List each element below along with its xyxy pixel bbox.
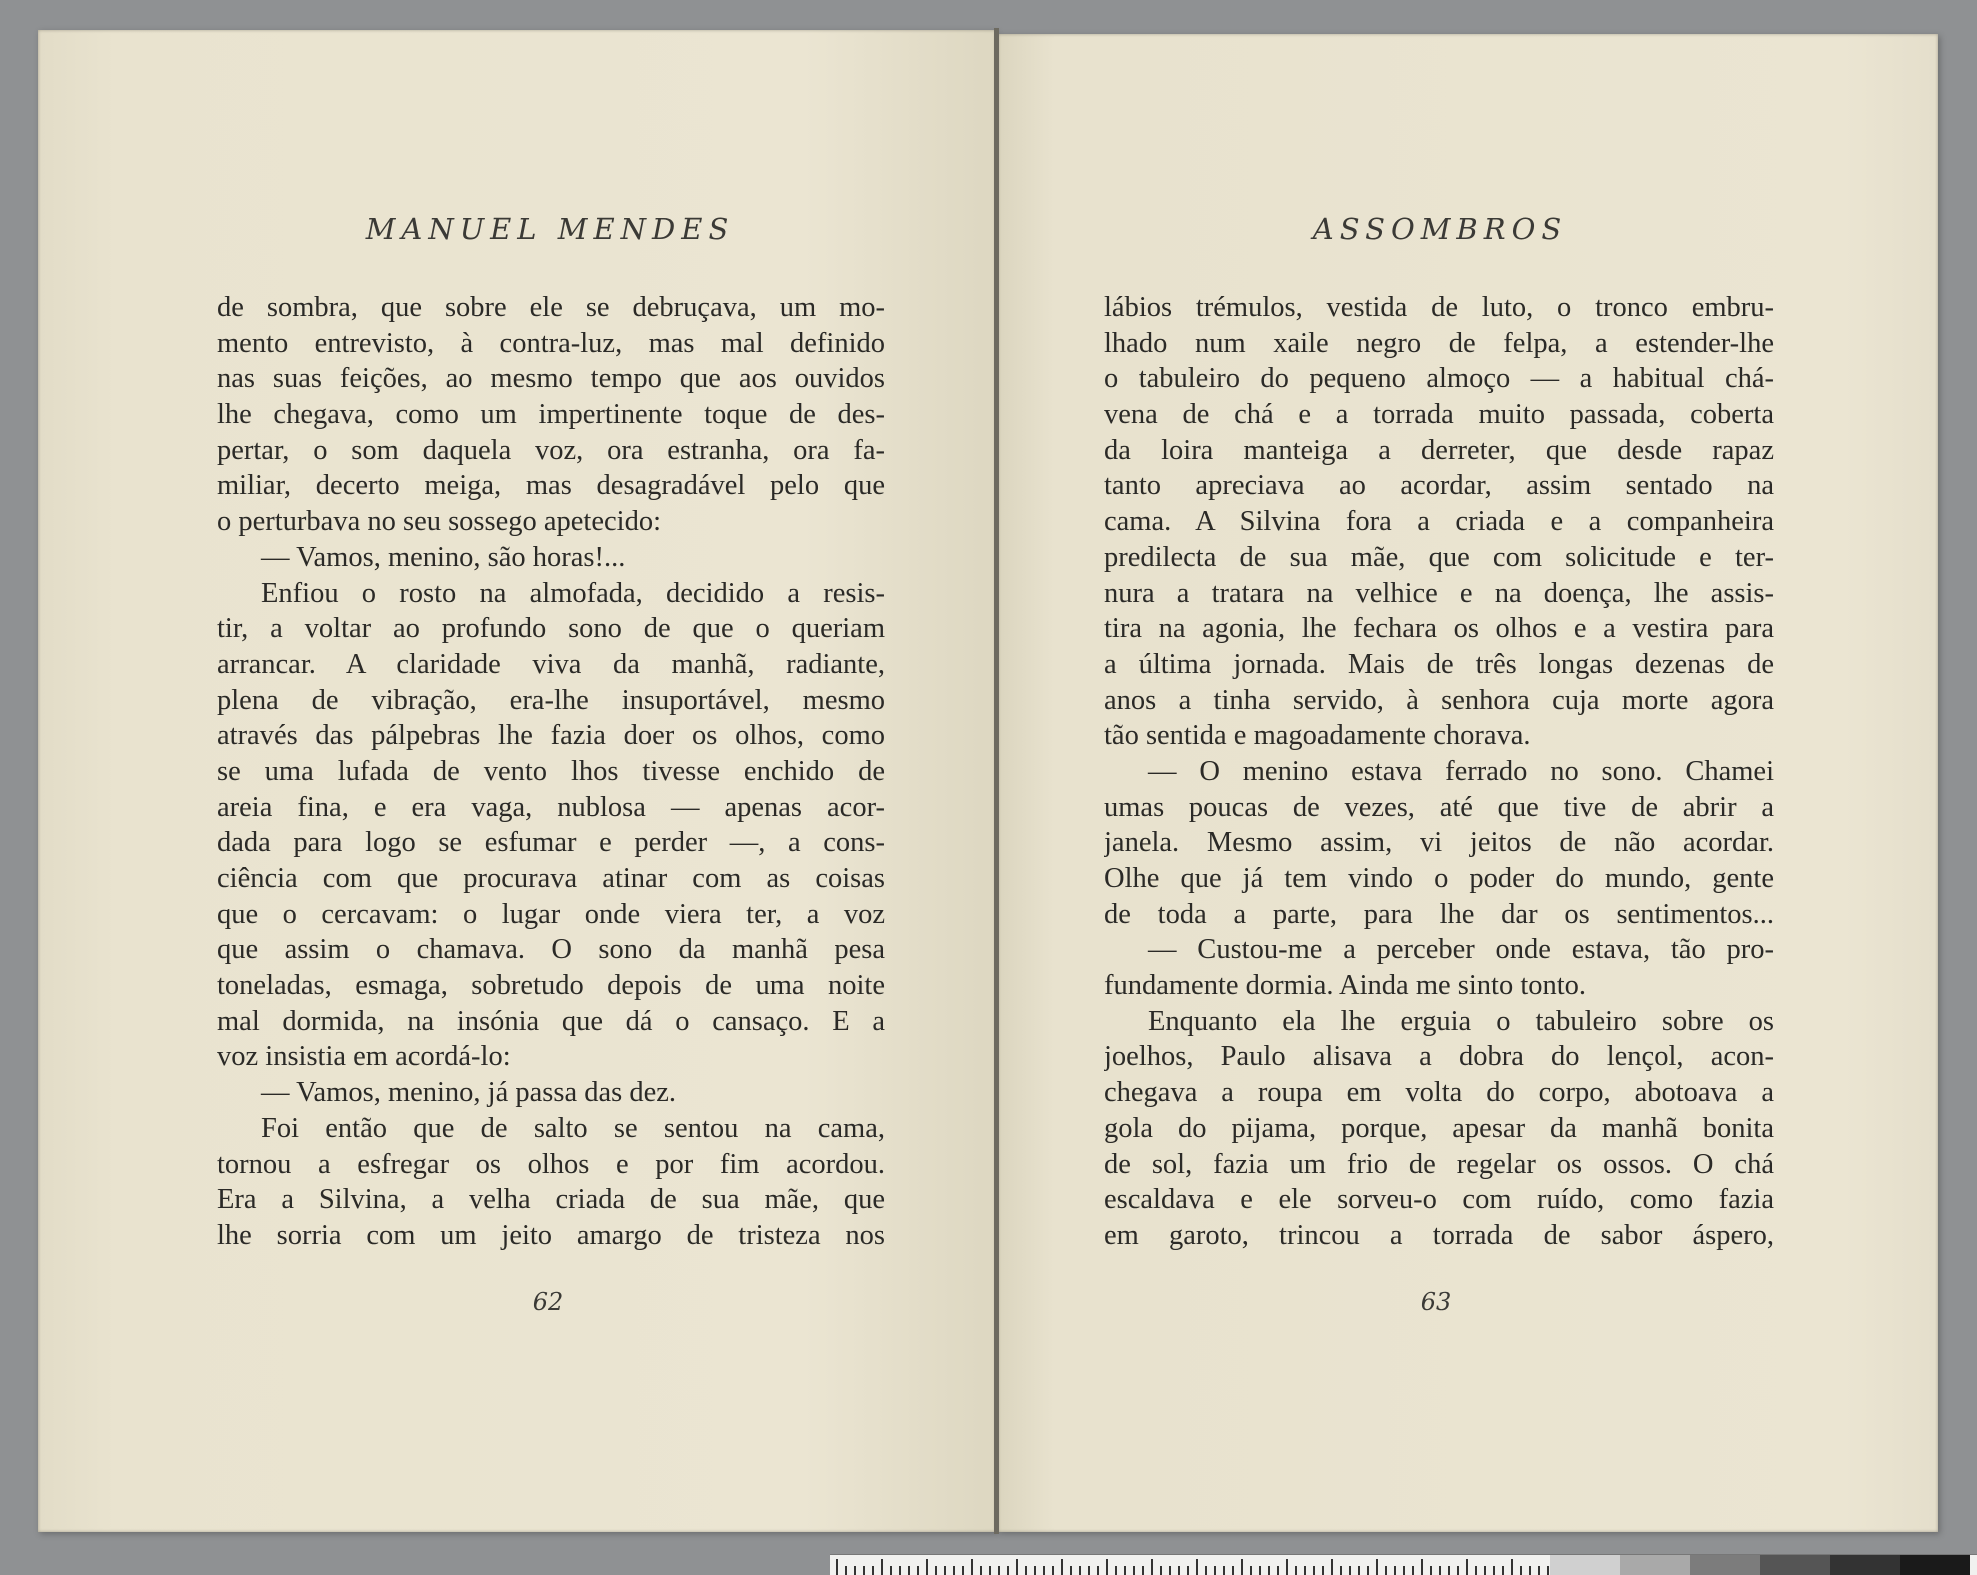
text-line: que assim o chamava. O sono da manhã pesa: [217, 934, 885, 966]
text-line: — Vamos, menino, já passa das dez.: [261, 1077, 677, 1109]
text-line: Enquanto ela lhe erguia o tabuleiro sobre os: [1148, 1005, 1774, 1037]
text-line: lhe chegava, como um impertinente toque de des-: [217, 399, 885, 431]
ruler-tick: [1241, 1559, 1243, 1575]
text-line: janela. Mesmo assim, vi jeitos de não acordar.: [1104, 827, 1774, 859]
text-line: lábios trémulos, vestida de luto, o tronco embru-: [1104, 292, 1774, 323]
text-line: vena de chá e a torrada muito passada, coberta: [1104, 399, 1774, 431]
text-line: anos a tinha servido, à senhora cuja morte agora: [1104, 684, 1774, 716]
text-line: predilecta de sua mãe, que com solicitude e ter-: [1104, 541, 1774, 573]
ruler-tick: [836, 1559, 838, 1575]
text-line: toneladas, esmaga, sobretudo depois de uma noite: [217, 970, 885, 1002]
gray-patch: [1550, 1555, 1620, 1575]
text-line: Enfiou o rosto na almofada, decidido a resis-: [261, 577, 885, 609]
book-gutter: [994, 28, 999, 1534]
text-line: se uma lufada de vento lhos tivesse enchido de: [217, 755, 885, 787]
text-line: mento entrevisto, à contra-luz, mas mal definido: [217, 327, 885, 359]
text-line: nura a tratara na velhice e na doença, lhe assis-: [1104, 577, 1774, 609]
text-line: tanto apreciava ao acordar, assim sentado na: [1104, 470, 1774, 502]
gray-patch: [1690, 1555, 1760, 1575]
text-line: joelhos, Paulo alisava a dobra do lençol, acon-: [1104, 1041, 1774, 1073]
text-line: Era a Silvina, a velha criada de sua mãe, que: [217, 1184, 885, 1216]
text-line: escaldava e ele sorveu-o com ruído, como fazia: [1104, 1184, 1774, 1216]
text-line: lhe sorria com um jeito amargo de tristeza nos: [217, 1219, 885, 1251]
ruler-tick: [1376, 1559, 1378, 1575]
right-body-text: [1104, 290, 1774, 1254]
ruler-tick: [1151, 1559, 1153, 1575]
text-line: que o cercavam: o lugar onde viera ter, a voz: [217, 898, 885, 930]
gray-patch: [1620, 1555, 1690, 1575]
text-line: lhado num xaile negro de felpa, a estender-lhe: [1104, 327, 1774, 359]
text-line: miliar, decerto meiga, mas desagradável pelo que: [217, 470, 885, 502]
left-running-head: MANUEL MENDES: [365, 212, 735, 246]
text-line: de sombra, que sobre ele se debruçava, um mo-: [217, 292, 885, 323]
ruler-tick: [1331, 1559, 1333, 1575]
text-line: arrancar. A claridade viva da manhã, radiante,: [217, 648, 885, 680]
ruler-tick: [1286, 1559, 1288, 1575]
text-line: através das pálpebras lhe fazia doer os olhos, como: [217, 720, 885, 752]
ruler-tick: [1061, 1559, 1063, 1575]
text-line: tão sentida e magoadamente chorava.: [1104, 720, 1531, 752]
left-page-number: 62: [532, 1288, 564, 1316]
text-line: — Vamos, menino, são horas!...: [261, 541, 626, 573]
ruler-tick: [1466, 1559, 1468, 1575]
text-line: de sol, fazia um frio de regelar os ossos. O chá: [1104, 1148, 1774, 1180]
gray-patch: [1760, 1555, 1830, 1575]
text-line: voz insistia em acordá-lo:: [217, 1041, 511, 1073]
text-line: gola do pijama, porque, apesar da manhã bonita: [1104, 1112, 1774, 1144]
text-line: Olhe que já tem vindo o poder do mundo, gente: [1104, 863, 1774, 894]
right-page-number: 63: [1420, 1288, 1452, 1316]
text-line: em garoto, trincou a torrada de sabor áspero,: [1104, 1219, 1774, 1251]
text-line: umas poucas de vezes, até que tive de abrir a: [1104, 791, 1774, 823]
left-body-text: [217, 290, 885, 1254]
text-line: a última jornada. Mais de três longas dezenas de: [1104, 648, 1774, 680]
ruler-tick: [1511, 1559, 1513, 1575]
text-line: plena de vibração, era-lhe insuportável, mesmo: [217, 684, 885, 716]
text-line: de toda a parte, para lhe dar os sentimentos...: [1104, 898, 1774, 930]
text-line: chegava a roupa em volta do corpo, abotoava a: [1104, 1077, 1774, 1109]
text-line: dada para logo se esfumar e perder —, a cons-: [217, 827, 885, 859]
right-running-head: ASSOMBROS: [1312, 212, 1568, 246]
ruler-tick: [971, 1559, 973, 1575]
ruler-tick: [1421, 1559, 1423, 1575]
text-line: — O menino estava ferrado no sono. Chamei: [1148, 755, 1774, 787]
text-line: mal dormida, na insónia que dá o cansaço. E a: [217, 1005, 885, 1037]
text-line: pertar, o som daquela voz, ora estranha, ora fa-: [217, 434, 885, 466]
ruler-tick: [1196, 1559, 1198, 1575]
text-line: Foi então que de salto se sentou na cama,: [261, 1112, 885, 1144]
ruler-tick: [1106, 1559, 1108, 1575]
text-line: — Custou-me a perceber onde estava, tão pro-: [1148, 934, 1774, 966]
text-line: tira na agonia, lhe fechara os olhos e a vestira para: [1104, 613, 1774, 645]
ruler-tick: [926, 1559, 928, 1575]
text-line: cama. A Silvina fora a criada e a companheira: [1104, 506, 1774, 538]
text-line: nas suas feições, ao mesmo tempo que aos ouvidos: [217, 363, 885, 395]
color-scale-ruler: [830, 1554, 1977, 1575]
text-line: tornou a esfregar os olhos e por fim acordou.: [217, 1148, 885, 1180]
text-line: o perturbava no seu sossego apetecido:: [217, 506, 661, 538]
text-line: areia fina, e era vaga, nublosa — apenas acor-: [217, 791, 885, 823]
text-line: fundamente dormia. Ainda me sinto tonto.: [1104, 970, 1587, 1002]
text-line: o tabuleiro do pequeno almoço — a habitual chá-: [1104, 363, 1774, 395]
ruler-tick: [1016, 1559, 1018, 1575]
ruler-tick: [881, 1559, 883, 1575]
text-line: ciência com que procurava atinar com as coisas: [217, 863, 885, 894]
gray-patch: [1830, 1555, 1900, 1575]
text-line: tir, a voltar ao profundo sono de que o queriam: [217, 613, 885, 645]
text-line: da loira manteiga a derreter, que desde rapaz: [1104, 434, 1774, 466]
gray-patch: [1900, 1555, 1970, 1575]
